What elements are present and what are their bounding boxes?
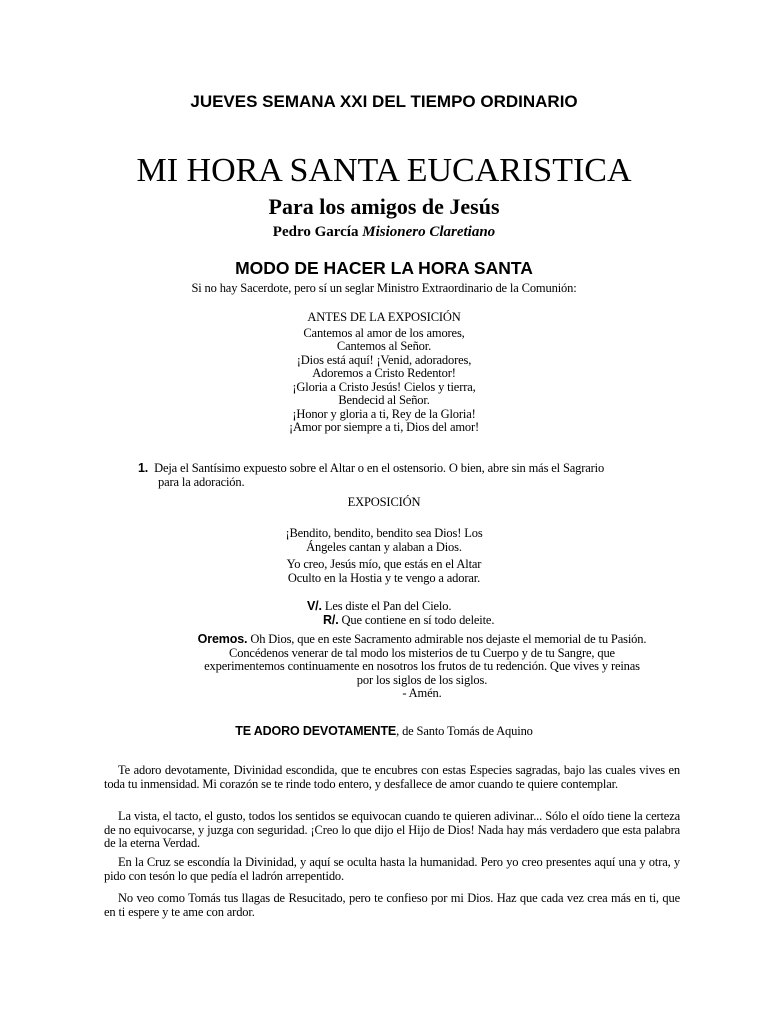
verse-line: Ángeles cantan y alaban a Dios. [306, 539, 462, 554]
antes-block [0, 311, 768, 435]
versicle [307, 600, 494, 614]
versicle-response [307, 600, 494, 627]
hymn-title: TE ADORO DEVOTAMENTE [235, 724, 397, 738]
response-label: R/. [323, 612, 339, 627]
oremos-prayer [162, 633, 682, 701]
oremos-line: experimentemos continuamente en nosotros los frutos de tu redención. Que vives y reinas [204, 659, 640, 673]
response [307, 614, 494, 628]
hymn-paragraph: No veo como Tomás tus llagas de Resucitado, pero te confieso por mi Dios. Haz que cada vez crea más en ti, que en ti espere y te ame con ardor. [104, 891, 680, 919]
author-name: Pedro García [272, 224, 359, 240]
antes-line: ¡Honor y gloria a ti, Rey de la Gloria! [292, 406, 476, 421]
step-1 [138, 462, 678, 489]
author-line [0, 224, 768, 241]
exposicion-heading: EXPOSICIÓN [347, 495, 421, 509]
step-text: Deja el Santísimo expuesto sobre el Altar o en el ostensorio. O bien, abre sin más el Sagrario [154, 461, 605, 475]
section-heading: MODO DE HACER LA HORA SANTA [235, 258, 533, 278]
antes-line: Cantemos al Señor. [336, 339, 432, 353]
verse-1 [0, 527, 768, 554]
hymn-paragraph: En la Cruz se escondía la Divinidad, y aquí se oculta hasta la humanidad. Pero yo creo presentes aquí una y otra, y pido con tesón lo que pedía el ladrón arrepentido. [104, 855, 680, 883]
hymn-paragraph: La vista, el tacto, el gusto, todos los sentidos se equivocan cuando te quieren adivinar... Sólo el oído tiene la certeza de no equivocarse, y juzga con seguridad. ¡Creo lo que dijo el Hijo de Dios! Nada hay más verdadero que esta palabra de la eterna Verdad. [104, 809, 680, 850]
oremos-line: Concédenos venerar de tal modo los misterios de tu Cuerpo y de tu Sangre, que [229, 645, 615, 660]
versicle-label: V/. [307, 599, 322, 613]
verse-line: Oculto en la Hostia y te vengo a adorar. [287, 570, 481, 585]
step-continuation: para la adoración. [158, 474, 245, 489]
verse-line: ¡Bendito, bendito, bendito sea Dios! Los [285, 526, 483, 540]
verse-2 [0, 558, 768, 585]
oremos-line: por los siglos de los siglos. [356, 672, 488, 687]
antes-line: ¡Dios está aquí! ¡Venid, adoradores, [296, 352, 472, 367]
author-role: Misionero Claretiano [362, 224, 496, 240]
antes-line: Adoremos a Cristo Redentor! [312, 366, 456, 380]
oremos-line: - Amén. [402, 686, 442, 700]
antes-line: Bendecid al Señor. [338, 393, 430, 407]
header-title: JUEVES SEMANA XXI DEL TIEMPO ORDINARIO [190, 92, 578, 111]
hymn-heading [0, 725, 768, 739]
step-number: 1. [138, 461, 149, 475]
oremos-line: Oh Dios, que en este Sacramento admirable nos dejaste el memorial de tu Pasión. [250, 632, 647, 646]
verse-line: Yo creo, Jesús mío, que estás en el Altar [286, 557, 482, 571]
response-text: Que contiene en sí todo deleite. [341, 612, 495, 627]
antes-line: Cantemos al amor de los amores, [303, 325, 465, 340]
hymn-attribution: , de Santo Tomás de Aquino [396, 724, 533, 738]
antes-heading: ANTES DE LA EXPOSICIÓN [307, 310, 461, 324]
hymn-paragraph: Te adoro devotamente, Divinidad escondida, que te encubres con estas Especies sagradas, bajo las cuales vives en toda tu inmensidad. Mi corazón se te rinde todo entero, y desfallece de amor cuando te quiere contemplar. [104, 763, 680, 791]
subtitle: Para los amigos de Jesús [268, 194, 500, 219]
main-title: MI HORA SANTA EUCARISTICA [136, 152, 632, 189]
antes-line: ¡Amor por siempre a ti, Dios del amor! [288, 420, 480, 434]
versicle-text: Les diste el Pan del Cielo. [324, 599, 452, 613]
antes-line: ¡Gloria a Cristo Jesús! Cielos y tierra, [292, 379, 476, 394]
oremos-label: Oremos. [197, 632, 248, 646]
intro-note: Si no hay Sacerdote, pero sí un seglar Ministro Extraordinario de la Comunión: [191, 281, 577, 295]
